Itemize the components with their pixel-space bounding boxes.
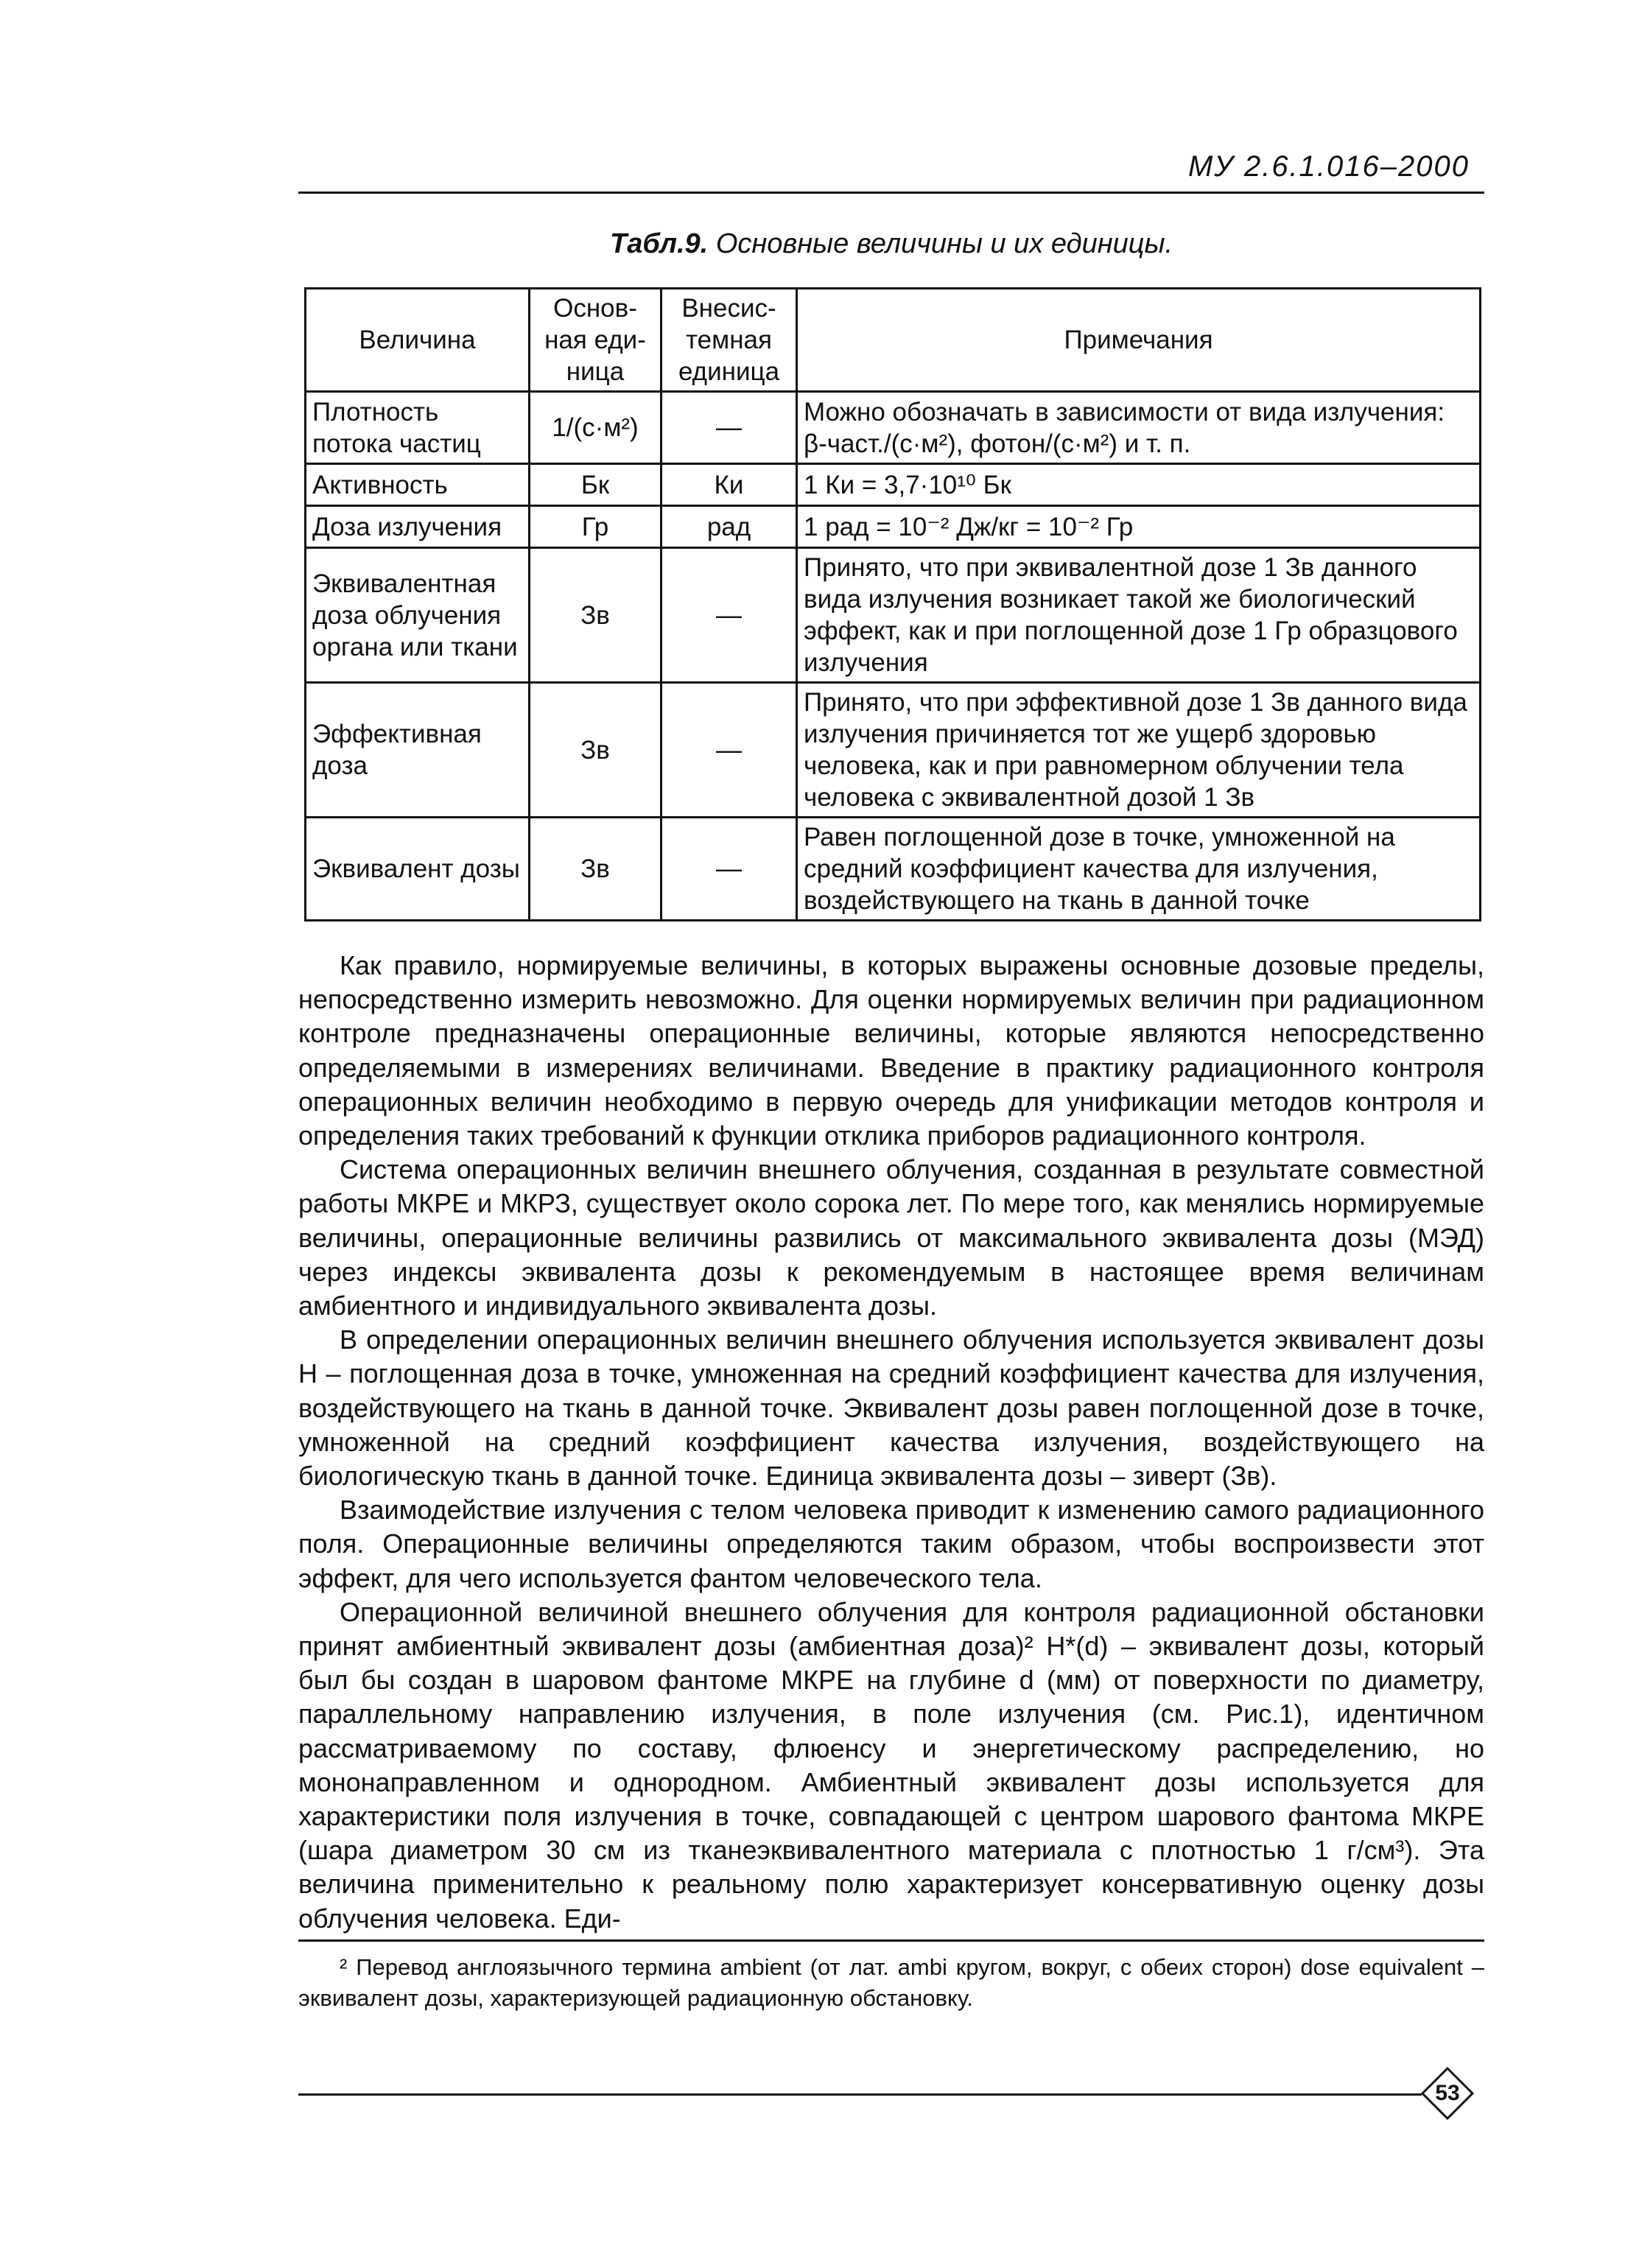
column-header-nonsi-unit: Внесис-темная единица: [661, 289, 797, 392]
column-header-quantity: Величина: [306, 289, 530, 392]
table-row: [306, 506, 1481, 548]
cell-notes: Принято, что при эквивалентной дозе 1 Зв данного вида излучения возникает такой же биологический эффект, как и при поглощенной дозе 1 Гр образцового излучения: [797, 548, 1481, 683]
cell-nonsi-unit: Ки: [661, 464, 797, 506]
cell-si-unit: 1/(с·м²): [530, 392, 661, 464]
paragraph: Как правило, нормируемые величины, в которых выражены основные дозовые пределы, непосредственно измерить невозможно. Для оценки нормируемых величин при радиационном контроле предназначены операционные величины, которые являются непосредственно определяемыми в измерениях величинами. Введение в практику радиационного контроля операционных величин необходимо в первую очередь для унификации методов контроля и определения таких требований к функции отклика приборов радиационного контроля.: [298, 950, 1484, 1151]
cell-nonsi-unit: —: [661, 818, 797, 921]
footnote-divider: [298, 1939, 1484, 1942]
page-number: 53: [1435, 2081, 1460, 2105]
cell-notes: Равен поглощенной дозе в точке, умноженной на средний коэффициент качества для излучения, воздействующего на ткань в данной точке: [797, 818, 1481, 921]
cell-si-unit: Гр: [530, 506, 661, 548]
cell-si-unit: Зв: [530, 683, 661, 818]
column-header-si-unit: Основ-ная еди-ница: [530, 289, 661, 392]
paragraph: Взаимодействие излучения с телом человека приводит к изменению самого радиационного поля. Операционные величины определяются таким образом, чтобы воспроизвести этот эффект, для чего используется фантом человеческого тела.: [298, 1495, 1484, 1593]
paragraph: В определении операционных величин внешнего облучения используется эквивалент дозы H – поглощенная доза в точке, умноженная на средний коэффициент качества для излучения, воздействующего на ткань в данной точке. Эквивалент дозы равен поглощенной дозе в точке, умноженной на средний коэффициент качества излучения, воздействующего на биологическую ткань в данной точке. Единица эквивалента дозы – зиверт (Зв).: [298, 1324, 1484, 1492]
footnote-text: ² Перевод англоязычного термина ambient (от лат. ambi кругом, вокруг, с обеих сторон) dose equivalent – эквивалент дозы, характеризующей радиационную обстановку.: [298, 1954, 1484, 2011]
cell-nonsi-unit: —: [661, 392, 797, 464]
cell-quantity: Плотность потока частиц: [306, 392, 530, 464]
table-caption-text: Основные величины и их единицы.: [715, 228, 1173, 259]
cell-notes: Можно обозначать в зависимости от вида излучения: β-част./(с·м²), фотон/(с·м²) и т. п.: [797, 392, 1481, 464]
table-row: [306, 392, 1481, 464]
table-caption: [298, 228, 1484, 260]
table-caption-label: Табл.9.: [609, 228, 709, 259]
cell-quantity: Доза излучения: [306, 506, 530, 548]
cell-quantity: Эффективная доза: [306, 683, 530, 818]
page-header: [298, 147, 1484, 194]
table-row: [306, 548, 1481, 683]
table-row: [306, 683, 1481, 818]
cell-nonsi-unit: рад: [661, 506, 797, 548]
column-header-notes: Примечания: [797, 289, 1481, 392]
quantities-table: [304, 287, 1481, 921]
cell-si-unit: Зв: [530, 818, 661, 921]
table-header-row: [306, 289, 1481, 392]
cell-si-unit: Зв: [530, 548, 661, 683]
table-row: [306, 464, 1481, 506]
cell-nonsi-unit: —: [661, 548, 797, 683]
document-code: МУ 2.6.1.016–2000: [1187, 150, 1470, 183]
body-text: [298, 949, 1484, 1936]
cell-quantity: Активность: [306, 464, 530, 506]
footer-divider: [298, 2093, 1422, 2096]
cell-notes: Принято, что при эффективной дозе 1 Зв данного вида излучения причиняется тот же ущерб здоровью человека, как и при равномерном облучении тела человека с эквивалентной дозой 1 Зв: [797, 683, 1481, 818]
cell-quantity: Эквивалентная доза облучения органа или ткани: [306, 548, 530, 683]
cell-si-unit: Бк: [530, 464, 661, 506]
page-number-badge: [1420, 2066, 1475, 2121]
footnote: [298, 1952, 1484, 2014]
cell-notes: 1 рад = 10⁻² Дж/кг = 10⁻² Гр: [797, 506, 1481, 548]
paragraph: Система операционных величин внешнего облучения, созданная в результате совместной работы МКРЕ и МКРЗ, существует около сорока лет. По мере того, как менялись нормируемые величины, операционные величины развились от максимального эквивалента дозы (МЭД) через индексы эквивалента дозы к рекомендуемым в настоящее время величинам амбиентного и индивидуального эквивалента дозы.: [298, 1154, 1484, 1321]
paragraph: Операционной величиной внешнего облучения для контроля радиационной обстановки принят амбиентный эквивалент дозы (амбиентная доза)² H*(d) – эквивалент дозы, который был бы создан в шаровом фантоме МКРЕ на глубине d (мм) от поверхности по диаметру, параллельному направлению излучения, в поле излучения (см. Рис.1), идентичном рассматриваемому по составу, флюенсу и энергетическому распределению, но мононаправленном и однородном. Амбиентный эквивалент дозы используется для характеристики поля излучения в точке, совпадающей с центром шарового фантома МКРЕ (шара диаметром 30 см из тканеэквивалентного материала с плотностью 1 г/см³). Эта величина применительно к реальному полю характеризует консервативную оценку дозы облучения человека. Еди-: [298, 1596, 1484, 1934]
cell-notes: 1 Ки = 3,7·10¹⁰ Бк: [797, 464, 1481, 506]
cell-nonsi-unit: —: [661, 683, 797, 818]
table-row: [306, 818, 1481, 921]
cell-quantity: Эквивалент дозы: [306, 818, 530, 921]
